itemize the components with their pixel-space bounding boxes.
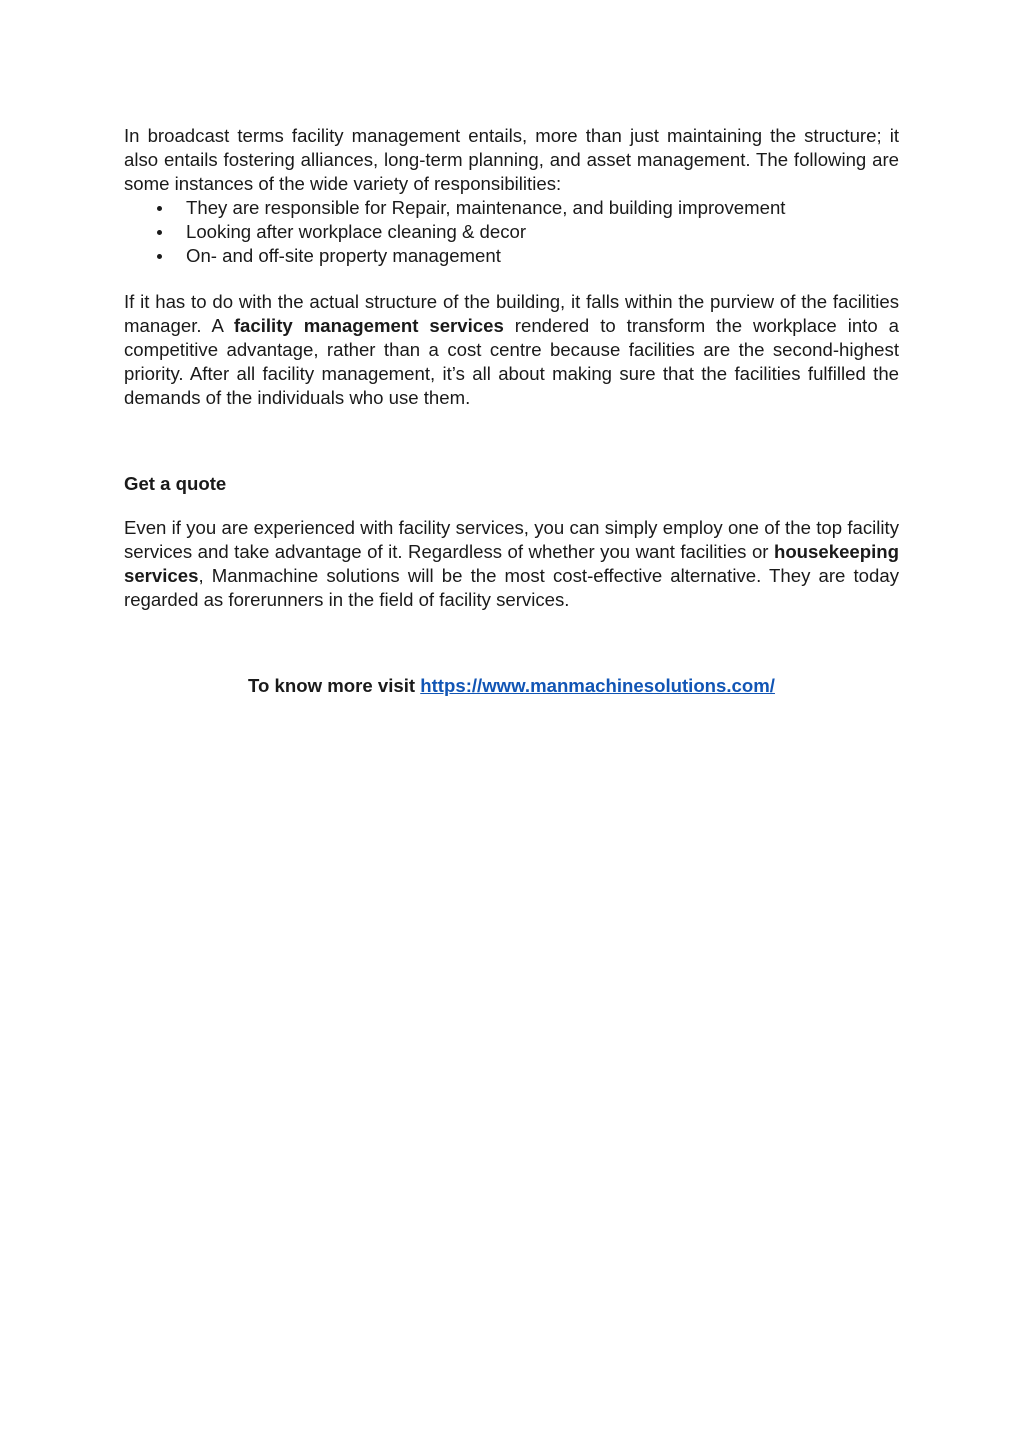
- visit-line: [124, 674, 899, 698]
- list-item: [124, 220, 899, 244]
- list-item: [124, 196, 899, 220]
- list-item-text: Looking after workplace cleaning & decor: [186, 221, 527, 242]
- bold-phrase: housekeeping services: [124, 541, 899, 586]
- paragraph-text: rendered to transform the workplace into a competitive advantage, rather than a cost centre because facilities are the second-highest priority. After all facility management, it’s all about making sure that the facilities fulfilled the demands of the individuals who use them.: [124, 315, 899, 408]
- paragraph-text: , Manmachine solutions will be the most cost-effective alternative. They are today regarded as forerunners in the field of facility services.: [124, 565, 899, 610]
- website-link[interactable]: https://www.manmachinesolutions.com/: [420, 675, 775, 696]
- bullet-icon: [157, 254, 162, 259]
- list-item: [124, 244, 899, 268]
- section-heading: Get a quote: [124, 473, 227, 494]
- responsibilities-list: [124, 196, 899, 268]
- bullet-icon: [157, 206, 162, 211]
- facilities-paragraph: [124, 290, 899, 410]
- bold-phrase: facility management services: [233, 315, 504, 336]
- paragraph-text: If it has to do with the actual structure of the building, it falls within the purview of the facilities manager. A: [124, 291, 899, 336]
- bullet-icon: [157, 230, 162, 235]
- quote-paragraph: [124, 516, 899, 612]
- paragraph-text: Even if you are experienced with facility services, you can simply employ one of the top facility services and take advantage of it. Regardless of whether you want facilities or: [124, 517, 899, 562]
- document-page: [124, 124, 899, 698]
- intro-paragraph: In broadcast terms facility management entails, more than just maintaining the structure; it also entails fostering alliances, long-term planning, and asset management. The following are some instances of the wide variety of responsibilities:: [124, 125, 899, 194]
- list-item-text: On- and off-site property management: [186, 245, 501, 266]
- list-item-text: They are responsible for Repair, maintenance, and building improvement: [186, 197, 786, 218]
- visit-prefix: To know more visit: [248, 675, 421, 696]
